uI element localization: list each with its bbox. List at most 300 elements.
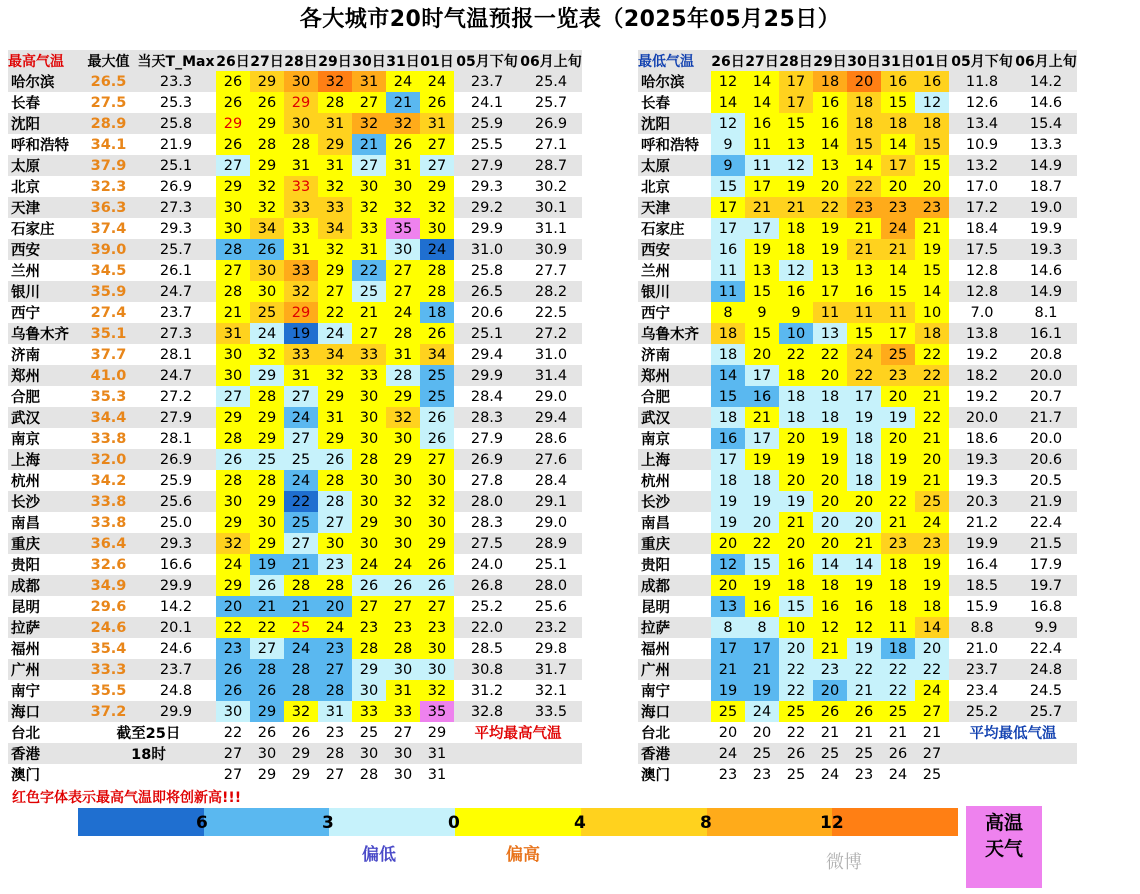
normal-late-may: 25.5 [454, 134, 520, 155]
forecast-cell: 11 [881, 617, 915, 638]
normal-late-may: 23.4 [949, 680, 1015, 701]
forecast-cell: 15 [915, 260, 949, 281]
forecast-cell: 28 [318, 575, 352, 596]
forecast-cell: 12 [711, 554, 745, 575]
city-name: 重庆 [638, 533, 711, 554]
normal-late-may: 31.2 [454, 680, 520, 701]
forecast-cell: 28 [352, 764, 386, 785]
city-name: 贵阳 [638, 554, 711, 575]
high-table-row [8, 617, 582, 638]
normal-early-june: 21.5 [1015, 533, 1077, 554]
record-max: 33.3 [81, 659, 136, 680]
forecast-cell: 32 [420, 491, 454, 512]
note-cell: 18时 [81, 743, 216, 764]
normal-early-june: 28.7 [520, 155, 582, 176]
forecast-cell: 17 [881, 323, 915, 344]
city-name: 南昌 [8, 512, 81, 533]
today-max: 29.9 [136, 575, 216, 596]
high-table-row [8, 323, 582, 344]
forecast-cell: 27 [352, 596, 386, 617]
normal-early-june: 14.6 [1015, 92, 1077, 113]
normal-early-june: 29.4 [520, 407, 582, 428]
forecast-cell: 23 [420, 617, 454, 638]
normal-early-june: 29.8 [520, 638, 582, 659]
normal-early-june: 29.0 [520, 512, 582, 533]
forecast-cell: 21 [386, 92, 420, 113]
city-name: 郑州 [638, 365, 711, 386]
forecast-cell: 11 [745, 134, 779, 155]
forecast-cell: 25 [915, 491, 949, 512]
city-name: 长沙 [638, 491, 711, 512]
forecast-cell: 20 [847, 491, 881, 512]
normal-early-june: 16.1 [1015, 323, 1077, 344]
city-name: 成都 [638, 575, 711, 596]
high-table-row [8, 722, 582, 743]
city-name: 香港 [8, 743, 81, 764]
city-name: 西宁 [638, 302, 711, 323]
record-max: 33.8 [81, 428, 136, 449]
forecast-cell: 18 [847, 449, 881, 470]
normal-late-may: 17.0 [949, 176, 1015, 197]
forecast-cell: 30 [352, 491, 386, 512]
forecast-cell: 15 [847, 323, 881, 344]
today-max: 29.9 [136, 701, 216, 722]
normal-early-june: 27.6 [520, 449, 582, 470]
forecast-cell: 21 [847, 239, 881, 260]
city-name: 南京 [638, 428, 711, 449]
forecast-cell: 26 [847, 701, 881, 722]
forecast-cell: 23 [881, 533, 915, 554]
high-table-row [8, 134, 582, 155]
normal-late-may: 26.5 [454, 281, 520, 302]
normal-late-may: 21.2 [949, 512, 1015, 533]
forecast-cell: 19 [779, 176, 813, 197]
record-max: 27.5 [81, 92, 136, 113]
forecast-cell: 26 [284, 722, 318, 743]
forecast-cell: 30 [420, 659, 454, 680]
forecast-cell: 22 [915, 659, 949, 680]
forecast-cell: 25 [813, 743, 847, 764]
forecast-cell: 26 [420, 575, 454, 596]
normal-early-june: 24.8 [1015, 659, 1077, 680]
forecast-cell: 24 [386, 71, 420, 92]
low-table-row [638, 407, 1077, 428]
forecast-cell: 15 [711, 176, 745, 197]
forecast-cell: 14 [847, 554, 881, 575]
normal-late-may: 30.8 [454, 659, 520, 680]
forecast-cell: 24 [420, 71, 454, 92]
forecast-cell: 19 [881, 470, 915, 491]
city-name: 杭州 [8, 470, 81, 491]
normal-late-may: 25.9 [454, 113, 520, 134]
forecast-cell: 29 [386, 449, 420, 470]
forecast-cell: 20 [745, 512, 779, 533]
normal-late-may: 18.5 [949, 575, 1015, 596]
today-max: 25.7 [136, 239, 216, 260]
forecast-cell: 30 [284, 113, 318, 134]
forecast-cell: 28 [318, 743, 352, 764]
forecast-cell: 9 [745, 302, 779, 323]
forecast-cell: 28 [284, 659, 318, 680]
city-name: 南宁 [638, 680, 711, 701]
forecast-cell: 29 [250, 407, 284, 428]
city-name: 澳门 [638, 764, 711, 785]
normal-early-june: 31.7 [520, 659, 582, 680]
legend-tick-pos4: 4 [574, 813, 586, 833]
forecast-cell: 31 [318, 407, 352, 428]
forecast-cell: 20 [813, 512, 847, 533]
forecast-cell: 27 [386, 596, 420, 617]
forecast-cell: 24 [318, 617, 352, 638]
forecast-cell: 21 [284, 596, 318, 617]
forecast-cell: 21 [881, 512, 915, 533]
forecast-cell: 21 [813, 722, 847, 743]
low-header-cell: 28日 [779, 50, 813, 71]
today-max: 21.9 [136, 134, 216, 155]
forecast-cell: 28 [386, 365, 420, 386]
forecast-cell: 32 [284, 281, 318, 302]
forecast-cell: 30 [352, 743, 386, 764]
forecast-cell: 26 [420, 554, 454, 575]
forecast-cell: 15 [847, 134, 881, 155]
record-max: 36.4 [81, 533, 136, 554]
normal-late-may: 24.1 [454, 92, 520, 113]
forecast-cell: 24 [386, 302, 420, 323]
forecast-cell: 27 [216, 386, 250, 407]
forecast-cell: 17 [711, 449, 745, 470]
normal-late-may: 12.6 [949, 92, 1015, 113]
forecast-cell: 15 [779, 596, 813, 617]
low-header-cell: 05月下旬 [949, 50, 1015, 71]
forecast-cell: 26 [318, 449, 352, 470]
normal-early-june: 9.9 [1015, 617, 1077, 638]
forecast-cell: 18 [847, 470, 881, 491]
forecast-cell: 34 [420, 344, 454, 365]
record-max: 29.6 [81, 596, 136, 617]
forecast-cell: 20 [779, 470, 813, 491]
forecast-cell: 24 [318, 323, 352, 344]
low-table-row [638, 92, 1077, 113]
forecast-cell: 25 [284, 512, 318, 533]
high-table-row [8, 302, 582, 323]
city-name: 郑州 [8, 365, 81, 386]
forecast-cell: 30 [216, 701, 250, 722]
high-table-row [8, 155, 582, 176]
forecast-cell: 29 [420, 176, 454, 197]
forecast-cell: 18 [881, 554, 915, 575]
normal-early-june: 14.6 [1015, 260, 1077, 281]
forecast-cell: 21 [813, 638, 847, 659]
forecast-cell: 14 [881, 260, 915, 281]
forecast-cell: 27 [318, 764, 352, 785]
forecast-cell: 32 [386, 491, 420, 512]
forecast-cell: 13 [813, 323, 847, 344]
forecast-cell: 23 [352, 617, 386, 638]
city-name: 贵阳 [8, 554, 81, 575]
forecast-cell: 24 [847, 344, 881, 365]
forecast-cell: 21 [847, 722, 881, 743]
low-header-cell: 31日 [881, 50, 915, 71]
forecast-cell: 18 [881, 596, 915, 617]
forecast-cell: 29 [250, 113, 284, 134]
forecast-cell: 18 [420, 302, 454, 323]
normal-early-june: 30.1 [520, 197, 582, 218]
forecast-cell: 27 [915, 743, 949, 764]
city-name: 上海 [638, 449, 711, 470]
forecast-cell: 30 [216, 344, 250, 365]
forecast-cell: 21 [881, 722, 915, 743]
normal-late-may: 20.3 [949, 491, 1015, 512]
today-max: 24.6 [136, 638, 216, 659]
low-table-row [638, 386, 1077, 407]
forecast-cell: 25 [711, 701, 745, 722]
normal-late-may: 24.0 [454, 554, 520, 575]
normal-late-may [949, 764, 1015, 785]
city-name: 合肥 [8, 386, 81, 407]
forecast-cell: 18 [881, 113, 915, 134]
forecast-cell: 29 [250, 428, 284, 449]
forecast-cell: 30 [386, 743, 420, 764]
forecast-cell: 31 [318, 113, 352, 134]
today-max: 26.9 [136, 176, 216, 197]
forecast-cell: 29 [284, 302, 318, 323]
forecast-cell: 21 [881, 239, 915, 260]
record-max: 39.0 [81, 239, 136, 260]
chart-title: 各大城市20时气温预报一览表（2025年05月25日） [299, 7, 841, 32]
forecast-cell: 28 [216, 428, 250, 449]
forecast-cell: 20 [745, 722, 779, 743]
today-max: 27.3 [136, 197, 216, 218]
forecast-cell: 21 [779, 197, 813, 218]
forecast-cell: 26 [216, 659, 250, 680]
forecast-cell: 17 [745, 218, 779, 239]
city-name: 重庆 [8, 533, 81, 554]
forecast-cell: 19 [915, 575, 949, 596]
forecast-cell: 29 [250, 764, 284, 785]
city-name: 银川 [8, 281, 81, 302]
city-name: 哈尔滨 [638, 71, 711, 92]
forecast-cell: 12 [813, 617, 847, 638]
forecast-cell: 28 [318, 92, 352, 113]
city-name: 台北 [8, 722, 81, 743]
forecast-cell: 27 [284, 386, 318, 407]
forecast-cell: 31 [386, 344, 420, 365]
forecast-cell: 31 [318, 701, 352, 722]
normal-late-may: 11.8 [949, 71, 1015, 92]
normal-late-may: 23.7 [454, 71, 520, 92]
low-table-row [638, 533, 1077, 554]
city-name: 济南 [8, 344, 81, 365]
forecast-cell: 18 [847, 113, 881, 134]
forecast-cell: 34 [250, 218, 284, 239]
high-table-row [8, 659, 582, 680]
normal-early-june: 32.1 [520, 680, 582, 701]
forecast-cell: 23 [881, 197, 915, 218]
forecast-cell: 28 [216, 239, 250, 260]
forecast-cell: 26 [420, 323, 454, 344]
forecast-cell: 32 [318, 176, 352, 197]
low-table-row [638, 134, 1077, 155]
city-name: 上海 [8, 449, 81, 470]
high-table-row [8, 743, 582, 764]
forecast-cell: 18 [813, 575, 847, 596]
forecast-cell: 28 [250, 134, 284, 155]
forecast-cell: 30 [216, 365, 250, 386]
low-header-cell: 01日 [915, 50, 949, 71]
normal-early-june: 25.1 [520, 554, 582, 575]
forecast-cell: 14 [881, 134, 915, 155]
forecast-cell: 26 [250, 92, 284, 113]
normal-early-june: 25.6 [520, 596, 582, 617]
forecast-cell: 26 [250, 722, 284, 743]
forecast-cell: 32 [352, 113, 386, 134]
city-name: 长春 [8, 92, 81, 113]
forecast-cell: 30 [250, 281, 284, 302]
forecast-cell: 26 [813, 701, 847, 722]
city-name: 太原 [8, 155, 81, 176]
low-header-cell: 29日 [813, 50, 847, 71]
record-warning: 红色字体表示最高气温即将创新高!!! [12, 790, 242, 806]
forecast-cell: 29 [216, 176, 250, 197]
forecast-cell: 31 [284, 365, 318, 386]
high-table-row [8, 239, 582, 260]
forecast-cell: 25 [847, 743, 881, 764]
forecast-cell: 20 [779, 533, 813, 554]
forecast-cell: 13 [813, 155, 847, 176]
high-header-cell: 01日 [420, 50, 454, 71]
legend-tick-pos12: 12 [820, 813, 844, 833]
low-header-cell: 06月上旬 [1015, 50, 1077, 71]
forecast-cell: 16 [745, 113, 779, 134]
forecast-cell: 17 [711, 638, 745, 659]
high-table-row [8, 491, 582, 512]
low-table-row [638, 260, 1077, 281]
normal-early-june: 23.2 [520, 617, 582, 638]
city-name: 北京 [638, 176, 711, 197]
forecast-cell: 19 [284, 323, 318, 344]
high-table-row [8, 260, 582, 281]
normal-late-may: 15.9 [949, 596, 1015, 617]
forecast-cell: 21 [284, 554, 318, 575]
high-table-row [8, 533, 582, 554]
forecast-cell: 21 [352, 302, 386, 323]
normal-late-may: 27.9 [454, 428, 520, 449]
forecast-cell: 11 [813, 302, 847, 323]
forecast-cell: 21 [915, 218, 949, 239]
low-table-row [638, 491, 1077, 512]
forecast-cell: 28 [420, 281, 454, 302]
city-name: 广州 [8, 659, 81, 680]
forecast-cell: 21 [745, 197, 779, 218]
forecast-cell: 30 [318, 533, 352, 554]
forecast-cell: 18 [779, 239, 813, 260]
forecast-cell: 8 [711, 302, 745, 323]
forecast-cell: 20 [813, 470, 847, 491]
forecast-cell: 21 [352, 134, 386, 155]
forecast-cell: 19 [915, 554, 949, 575]
today-max: 14.2 [136, 596, 216, 617]
forecast-cell: 28 [318, 680, 352, 701]
forecast-cell: 14 [745, 92, 779, 113]
forecast-cell: 22 [847, 659, 881, 680]
forecast-cell: 27 [386, 260, 420, 281]
normal-early-june [520, 743, 582, 764]
forecast-cell: 20 [881, 386, 915, 407]
normal-early-june: 27.2 [520, 323, 582, 344]
normal-late-may: 18.2 [949, 365, 1015, 386]
normal-late-may: 32.8 [454, 701, 520, 722]
forecast-cell: 22 [881, 680, 915, 701]
high-table-row [8, 365, 582, 386]
forecast-cell: 12 [847, 617, 881, 638]
forecast-cell: 18 [779, 365, 813, 386]
low-table-row [638, 680, 1077, 701]
normal-early-june: 15.4 [1015, 113, 1077, 134]
today-max: 25.8 [136, 113, 216, 134]
forecast-cell: 22 [779, 344, 813, 365]
normal-early-june: 30.9 [520, 239, 582, 260]
forecast-cell: 19 [915, 239, 949, 260]
forecast-cell: 29 [216, 407, 250, 428]
forecast-cell: 15 [745, 554, 779, 575]
forecast-cell: 32 [318, 71, 352, 92]
legend-low-label: 偏低 [362, 845, 396, 865]
normal-early-june: 19.3 [1015, 239, 1077, 260]
normal-early-june: 17.9 [1015, 554, 1077, 575]
high-header-cell: 06月上旬 [520, 50, 582, 71]
forecast-cell: 23 [745, 764, 779, 785]
record-max: 35.1 [81, 323, 136, 344]
record-max: 32.0 [81, 449, 136, 470]
forecast-cell: 27 [352, 155, 386, 176]
forecast-cell: 29 [250, 365, 284, 386]
forecast-cell: 26 [216, 449, 250, 470]
forecast-cell: 25 [420, 365, 454, 386]
normal-late-may: 19.3 [949, 470, 1015, 491]
normal-late-may: 19.9 [949, 533, 1015, 554]
forecast-cell: 33 [318, 197, 352, 218]
normal-early-june: 20.5 [1015, 470, 1077, 491]
forecast-cell: 33 [284, 176, 318, 197]
city-name: 南京 [8, 428, 81, 449]
normal-early-june: 21.7 [1015, 407, 1077, 428]
forecast-cell: 20 [881, 428, 915, 449]
forecast-cell: 8 [745, 617, 779, 638]
low-temp-table [638, 50, 1077, 785]
forecast-cell: 14 [915, 281, 949, 302]
forecast-cell: 20 [813, 533, 847, 554]
normal-late-may [949, 743, 1015, 764]
today-max: 27.2 [136, 386, 216, 407]
city-name: 北京 [8, 176, 81, 197]
forecast-cell: 29 [318, 386, 352, 407]
high-header-cell: 05月下旬 [454, 50, 520, 71]
forecast-cell: 16 [813, 113, 847, 134]
low-table-row [638, 659, 1077, 680]
record-max: 26.5 [81, 71, 136, 92]
forecast-cell: 16 [745, 386, 779, 407]
forecast-cell: 29 [386, 386, 420, 407]
high-table-row [8, 386, 582, 407]
normal-late-may: 17.5 [949, 239, 1015, 260]
forecast-cell: 27 [915, 701, 949, 722]
forecast-cell: 30 [386, 533, 420, 554]
city-name: 沈阳 [638, 113, 711, 134]
city-name: 海口 [8, 701, 81, 722]
city-name: 广州 [638, 659, 711, 680]
forecast-cell: 23 [915, 533, 949, 554]
today-max [136, 764, 216, 785]
